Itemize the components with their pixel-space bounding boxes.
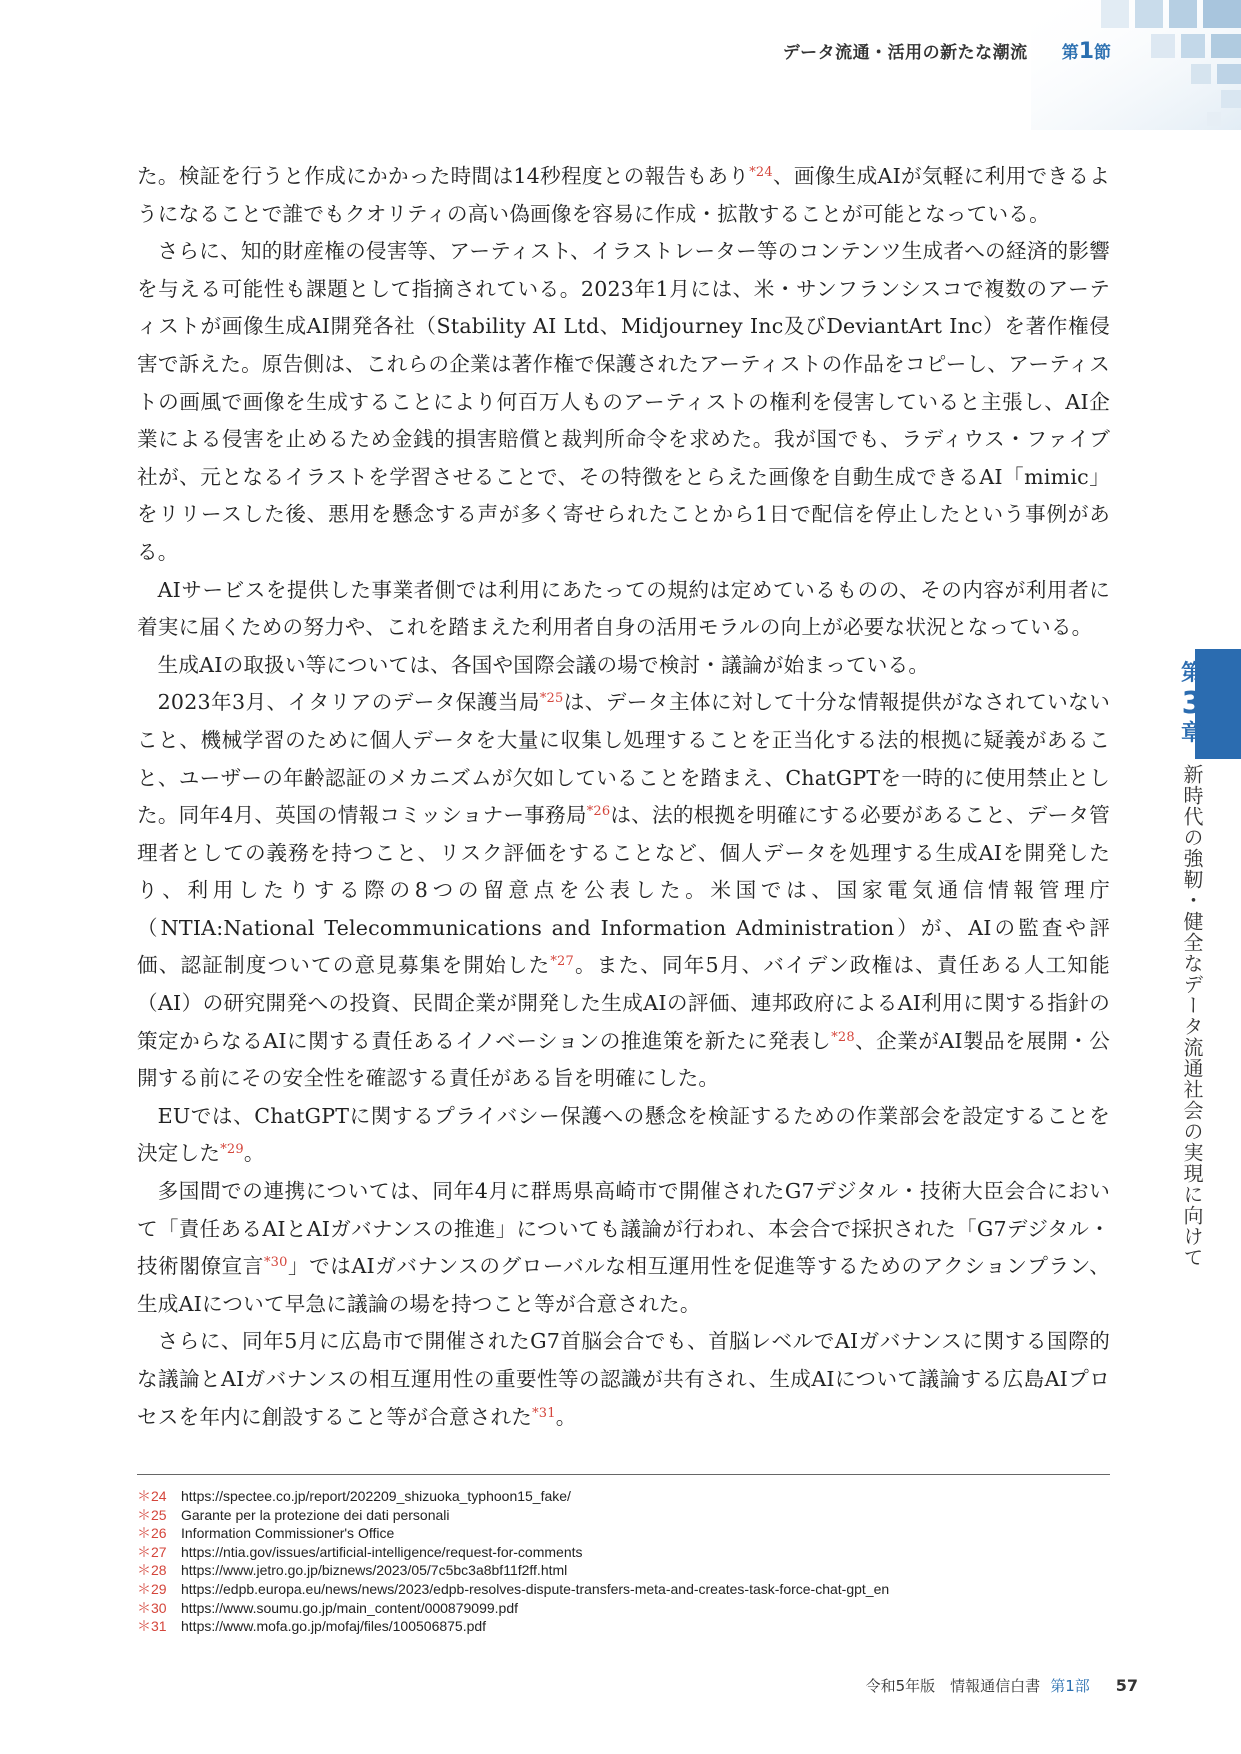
paragraph: [137, 158, 1110, 233]
footnote-mark: ＊31: [137, 1618, 167, 1635]
footnote-text[interactable]: Information Commissioner's Office: [181, 1525, 395, 1542]
footnote-text[interactable]: https://www.mofa.go.jp/mofaj/files/100506875.pdf: [181, 1618, 487, 1635]
footnote-item: [137, 1599, 1110, 1618]
paragraph-text: た。検証を行うと作成にかかった時間は14秒程度との報告もあり: [137, 164, 750, 188]
paragraph-text: EUでは、ChatGPTに関するプライバシー保護への懸念を検証するための作業部会を設定することを決定した: [137, 1103, 1110, 1166]
footnote-item: [137, 1543, 1110, 1562]
chapter-label: 第 3 章: [1180, 661, 1203, 746]
page-footer: [866, 1675, 1138, 1696]
footnote-text[interactable]: Garante per la protezione dei dati personali: [181, 1506, 450, 1523]
paragraph: [137, 1323, 1110, 1436]
paragraph-text: 2023年3月、イタリアのデータ保護当局: [157, 690, 540, 715]
paragraph-text: さらに、知的財産権の侵害等、アーティスト、イラストレーター等のコンテンツ生成者への経済的影響を与える可能性も課題として指摘されている。2023年1月には、米・サンフランシスコで複数のアーティストが画像生成AI開発各社（Stability AI Ltd、Midjourney Inc及びDeviantArt Inc）を著作権侵害で訴えた。原告側は、これらの企業は著作権で保護されたアーティストの作品をコピーし、アーティストの画風で画像を生成することにより何百万人ものアーティストの権利を侵害していると主張し、AI企業による侵害を止めるため金銭的損害賠償と裁判所命令を求めた。我が国でも、ラディウス・ファイブ社が、元となるイラストを学習させることで、その特徴をとらえた画像を自動生成できるAI「mimic」をリリースした後、悪用を懸念する声が多く寄せられたことから1日で配信を停止したという事例がある。: [137, 239, 1110, 564]
paragraph: [137, 684, 1110, 1098]
paragraph-text: 、企業がAI製品を展開・公開する前にその安全性を確認する責任がある旨を明確にした。: [137, 1028, 1111, 1091]
main-body-text: [137, 158, 1110, 1436]
footnote-ref[interactable]: *27: [550, 954, 574, 970]
footnote-mark: ＊24: [137, 1488, 167, 1504]
footnote-mark: ＊25: [137, 1506, 167, 1523]
footnote-item: [137, 1506, 1110, 1525]
footnote-text[interactable]: https://www.jetro.go.jp/biznews/2023/05/7c5bc3a8bf11f2ff.html: [181, 1562, 568, 1579]
paragraph: [137, 1173, 1110, 1323]
footnote-ref[interactable]: *30: [263, 1255, 288, 1271]
footnote-item: [137, 1580, 1110, 1599]
footnote-item: [137, 1487, 1110, 1506]
footnote-text[interactable]: https://spectee.co.jp/report/202209_shizuoka_typhoon15_fake/: [181, 1488, 571, 1504]
footnote-ref[interactable]: *31: [532, 1405, 556, 1421]
paragraph-text: 。: [243, 1141, 265, 1166]
footnote-mark: ＊27: [137, 1543, 167, 1560]
footnote-item: [137, 1561, 1110, 1580]
footnote-ref[interactable]: *26: [586, 804, 611, 820]
footnote-mark: ＊26: [137, 1525, 167, 1542]
paragraph-text: 生成AIの取扱い等については、各国や国際会議の場で検討・議論が始まっている。: [157, 652, 930, 677]
footnote-mark: ＊28: [137, 1562, 167, 1579]
paragraph: [137, 1098, 1110, 1173]
footnote-ref[interactable]: *24: [749, 165, 773, 180]
header-title: データ流通・活用の新たな潮流: [782, 43, 1028, 63]
footnotes: [137, 1487, 1110, 1636]
section-marker: 第1節: [1061, 39, 1111, 64]
paragraph-text: 。: [555, 1404, 577, 1429]
part-label: 第1部: [1050, 1677, 1090, 1695]
publication-title: 令和5年版 情報通信白書: [865, 1677, 1041, 1695]
chapter-title: 新時代の強靭・健全なデータ流通社会の実現に向けて: [1180, 764, 1204, 1268]
paragraph: [137, 572, 1110, 647]
paragraph-text: AIサービスを提供した事業者側では利用にあたっての規約は定めているものの、その内容が利用者に着実に届くための努力や、これを踏まえた利用者自身の活用モラルの向上が必要な状況となっている。: [137, 577, 1110, 640]
footnote-item: [137, 1524, 1110, 1543]
paragraph-text: 、画像生成AIが気軽に利用できるようになることで誰でもクオリティの高い偽画像を容易に作成・拡散することが可能となっている。: [137, 164, 1111, 226]
paragraph: [137, 233, 1110, 571]
paragraph: [137, 647, 1110, 685]
footnote-ref[interactable]: *28: [831, 1029, 855, 1045]
paragraph-text: 多国間での連携については、同年4月に群馬県高崎市で開催されたG7デジタル・技術大臣会合において「責任あるAIとAIガバナンスの推進」についても議論が行われ、本会合で採択された「G7デジタル・技術閣僚宣言: [137, 1179, 1110, 1279]
footnote-mark: ＊29: [137, 1580, 167, 1597]
footnote-text[interactable]: https://ntia.gov/issues/artificial-intelligence/request-for-comments: [181, 1543, 583, 1560]
footnote-text[interactable]: https://edpb.europa.eu/news/news/2023/edpb-resolves-dispute-transfers-meta-and-creates-task-force-chat-gpt_en: [181, 1580, 890, 1597]
page-number: 57: [1115, 1676, 1138, 1695]
footnote-divider: [137, 1474, 1110, 1475]
running-header: [783, 38, 1111, 68]
footnote-ref[interactable]: *25: [539, 691, 564, 707]
footnote-text[interactable]: https://www.soumu.go.jp/main_content/000879099.pdf: [181, 1599, 518, 1616]
paragraph-text: 」ではAIガバナンスのグローバルな相互運用性を促進等するためのアクションプラン、生成AIについて早急に議論の場を持つこと等が合意された。: [137, 1254, 1110, 1316]
paragraph-text: 。また、同年5月、バイデン政権は、責任ある人工知能（AI）の研究開発への投資、民間企業が開発した生成AIの評価、連邦政府によるAI利用に関する指針の策定からなるAIに関する責任あるイノベーションの推進策を新たに発表し: [137, 953, 1110, 1053]
footnote-ref[interactable]: *29: [220, 1142, 244, 1158]
footnote-item: [137, 1617, 1110, 1636]
paragraph-text: は、法的根拠を明確にする必要があること、データ管理者としての義務を持つこと、リスク評価をすることなど、個人データを処理する生成AIを開発したり、利用したりする際の8つの留意点を公表した。米国では、国家電気通信情報管理庁（NTIA:National Telecommunications and Information Administration）が、AIの監査や評価、認証制度ついての意見募集を開始した: [137, 803, 1110, 978]
paragraph-text: は、データ主体に対して十分な情報提供がなされていないこと、機械学習のために個人データを大量に収集し処理することを正当化する法的根拠に疑義があること、ユーザーの年齢認証のメカニズムが欠如していることを踏まえ、ChatGPTを一時的に使用禁止とした。同年4月、英国の情報コミッショナー事務局: [137, 690, 1110, 828]
paragraph-text: さらに、同年5月に広島市で開催されたG7首脳会合でも、首脳レベルでAIガバナンスに関する国際的な議論とAIガバナンスの相互運用性の重要性等の認識が共有され、生成AIについて議論する広島AIプロセスを年内に創設すること等が合意された: [137, 1329, 1110, 1429]
footnote-mark: ＊30: [137, 1599, 167, 1616]
